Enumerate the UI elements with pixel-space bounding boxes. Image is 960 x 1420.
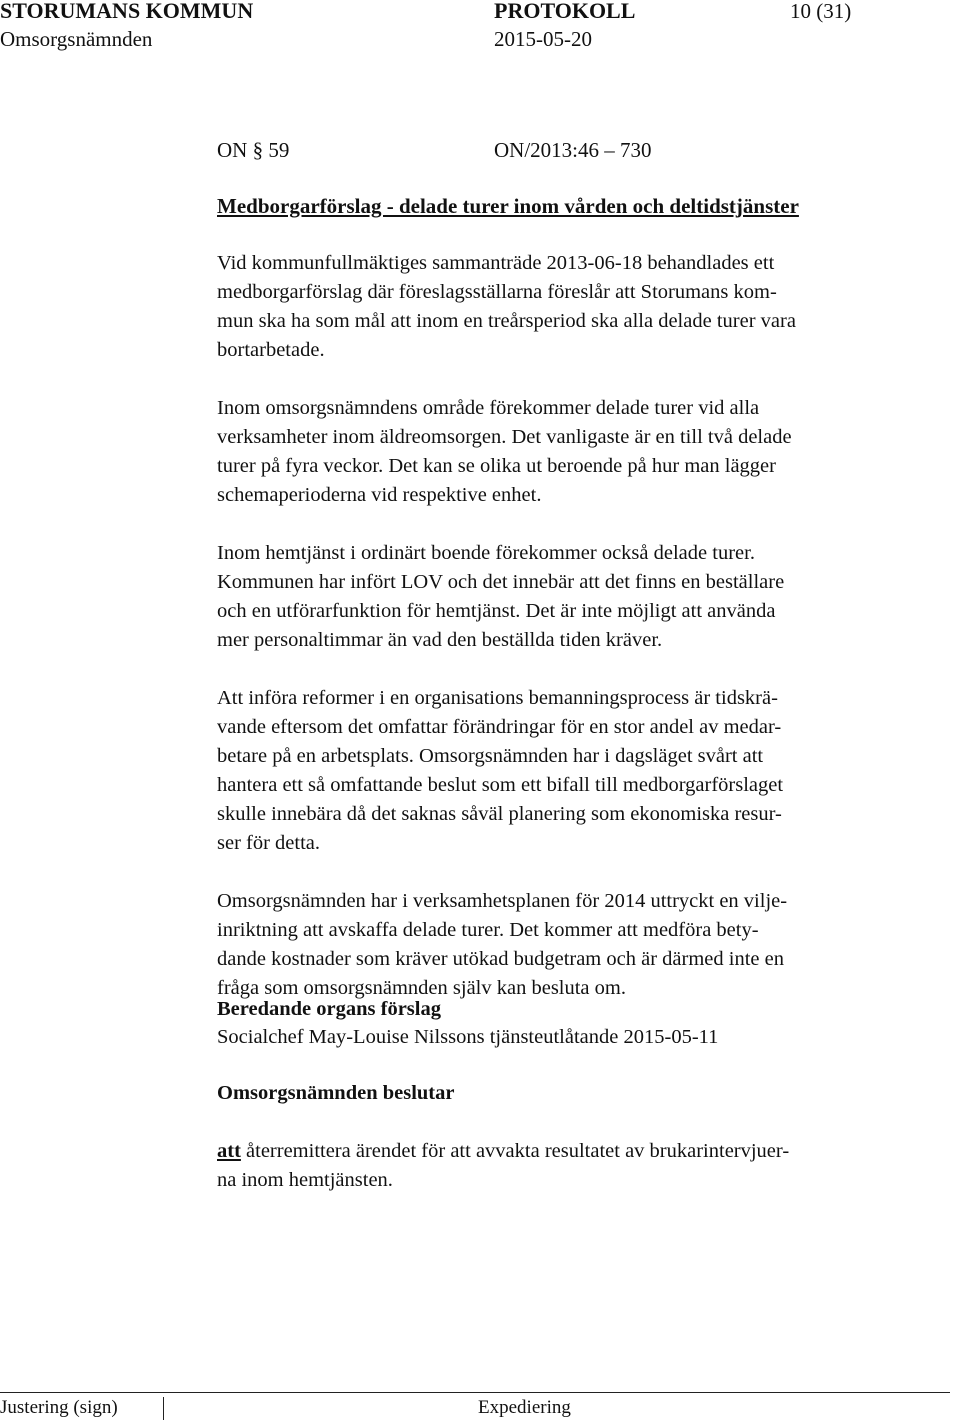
text-line: dande kostnader som kräver utökad budgetram och är därmed inte en <box>217 948 784 970</box>
text-line: Att införa reformer i en organisations bemanningsprocess är tidskrä- <box>217 687 778 709</box>
decision-line <box>217 1137 789 1166</box>
decision-line-2: na inom hemtjänsten. <box>217 1169 393 1191</box>
paragraph <box>217 887 917 1003</box>
item-reference: ON/2013:46 – 730 <box>494 138 652 162</box>
text-line: schemaperioderna vid respektive enhet. <box>217 484 542 506</box>
municipality-name: STORUMANS KOMMUN <box>0 0 254 23</box>
preparatory-text: Socialchef May-Louise Nilssons tjänsteutlåtande 2015-05-11 <box>217 1026 719 1048</box>
text-line: medborgarförslag där föreslagsställarna föreslår att Storumans kom- <box>217 281 777 303</box>
text-line: och en utförarfunktion för hemtjänst. Det är inte möjligt att använda <box>217 600 776 622</box>
item-number: ON § 59 <box>217 138 290 162</box>
committee-name: Omsorgsnämnden <box>0 27 153 51</box>
text-line: fråga som omsorgsnämnden själv kan besluta om. <box>217 977 626 999</box>
footer-divider <box>163 1397 164 1420</box>
document-type: PROTOKOLL <box>494 0 636 23</box>
text-line: Inom omsorgsnämndens område förekommer delade turer vid alla <box>217 397 760 419</box>
preparatory-heading: Beredande organs förslag <box>217 998 441 1020</box>
footer-rule <box>0 1392 950 1393</box>
body-text <box>217 249 917 1003</box>
paragraph <box>217 249 917 365</box>
meeting-date: 2015-05-20 <box>494 27 592 51</box>
text-line: Vid kommunfullmäktiges sammanträde 2013-06-18 behandlades ett <box>217 252 775 274</box>
text-line: Omsorgsnämnden har i verksamhetsplanen för 2014 uttryckt en vilje- <box>217 890 788 912</box>
text-line: Inom hemtjänst i ordinärt boende förekommer också delade turer. <box>217 542 755 564</box>
paragraph <box>217 394 917 510</box>
decision-keyword: att <box>217 1140 241 1162</box>
page-number: 10 (31) <box>790 0 852 23</box>
paragraph <box>217 539 917 655</box>
text-line: inriktning att avskaffa delade turer. Det kommer att medföra bety- <box>217 919 759 941</box>
decision-line-1: återremittera ärendet för att avvakta resultatet av brukarintervjuer- <box>240 1140 790 1162</box>
footer-signature-label: Justering (sign) <box>0 1397 118 1418</box>
text-line: betare på en arbetsplats. Omsorgsnämnden har i dagsläget svårt att <box>217 745 764 767</box>
text-line: bortarbetade. <box>217 339 325 361</box>
text-line: hantera ett så omfattande beslut som ett bifall till medborgarförslaget <box>217 774 784 796</box>
text-line: ser för detta. <box>217 832 321 854</box>
decision-text <box>217 1137 789 1195</box>
text-line: mer personaltimmar än vad den beställda tiden kräver. <box>217 629 663 651</box>
decision-heading: Omsorgsnämnden beslutar <box>217 1082 455 1104</box>
text-line: mun ska ha som mål att inom en treårsperiod ska alla delade turer vara <box>217 310 796 332</box>
paragraph <box>217 684 917 858</box>
text-line: Kommunen har infört LOV och det innebär att det finns en beställare <box>217 571 785 593</box>
text-line: verksamheter inom äldreomsorgen. Det vanligaste är en till två delade <box>217 426 792 448</box>
text-line: turer på fyra veckor. Det kan se olika ut beroende på hur man lägger <box>217 455 776 477</box>
footer-dispatch-label: Expediering <box>478 1397 571 1418</box>
text-line: skulle innebära då det saknas såväl planering som ekonomiska resur- <box>217 803 782 825</box>
text-line: vande eftersom det omfattar förändringar för en stor andel av medar- <box>217 716 782 738</box>
item-title: Medborgarförslag - delade turer inom vården och deltidstjänster <box>217 194 799 218</box>
